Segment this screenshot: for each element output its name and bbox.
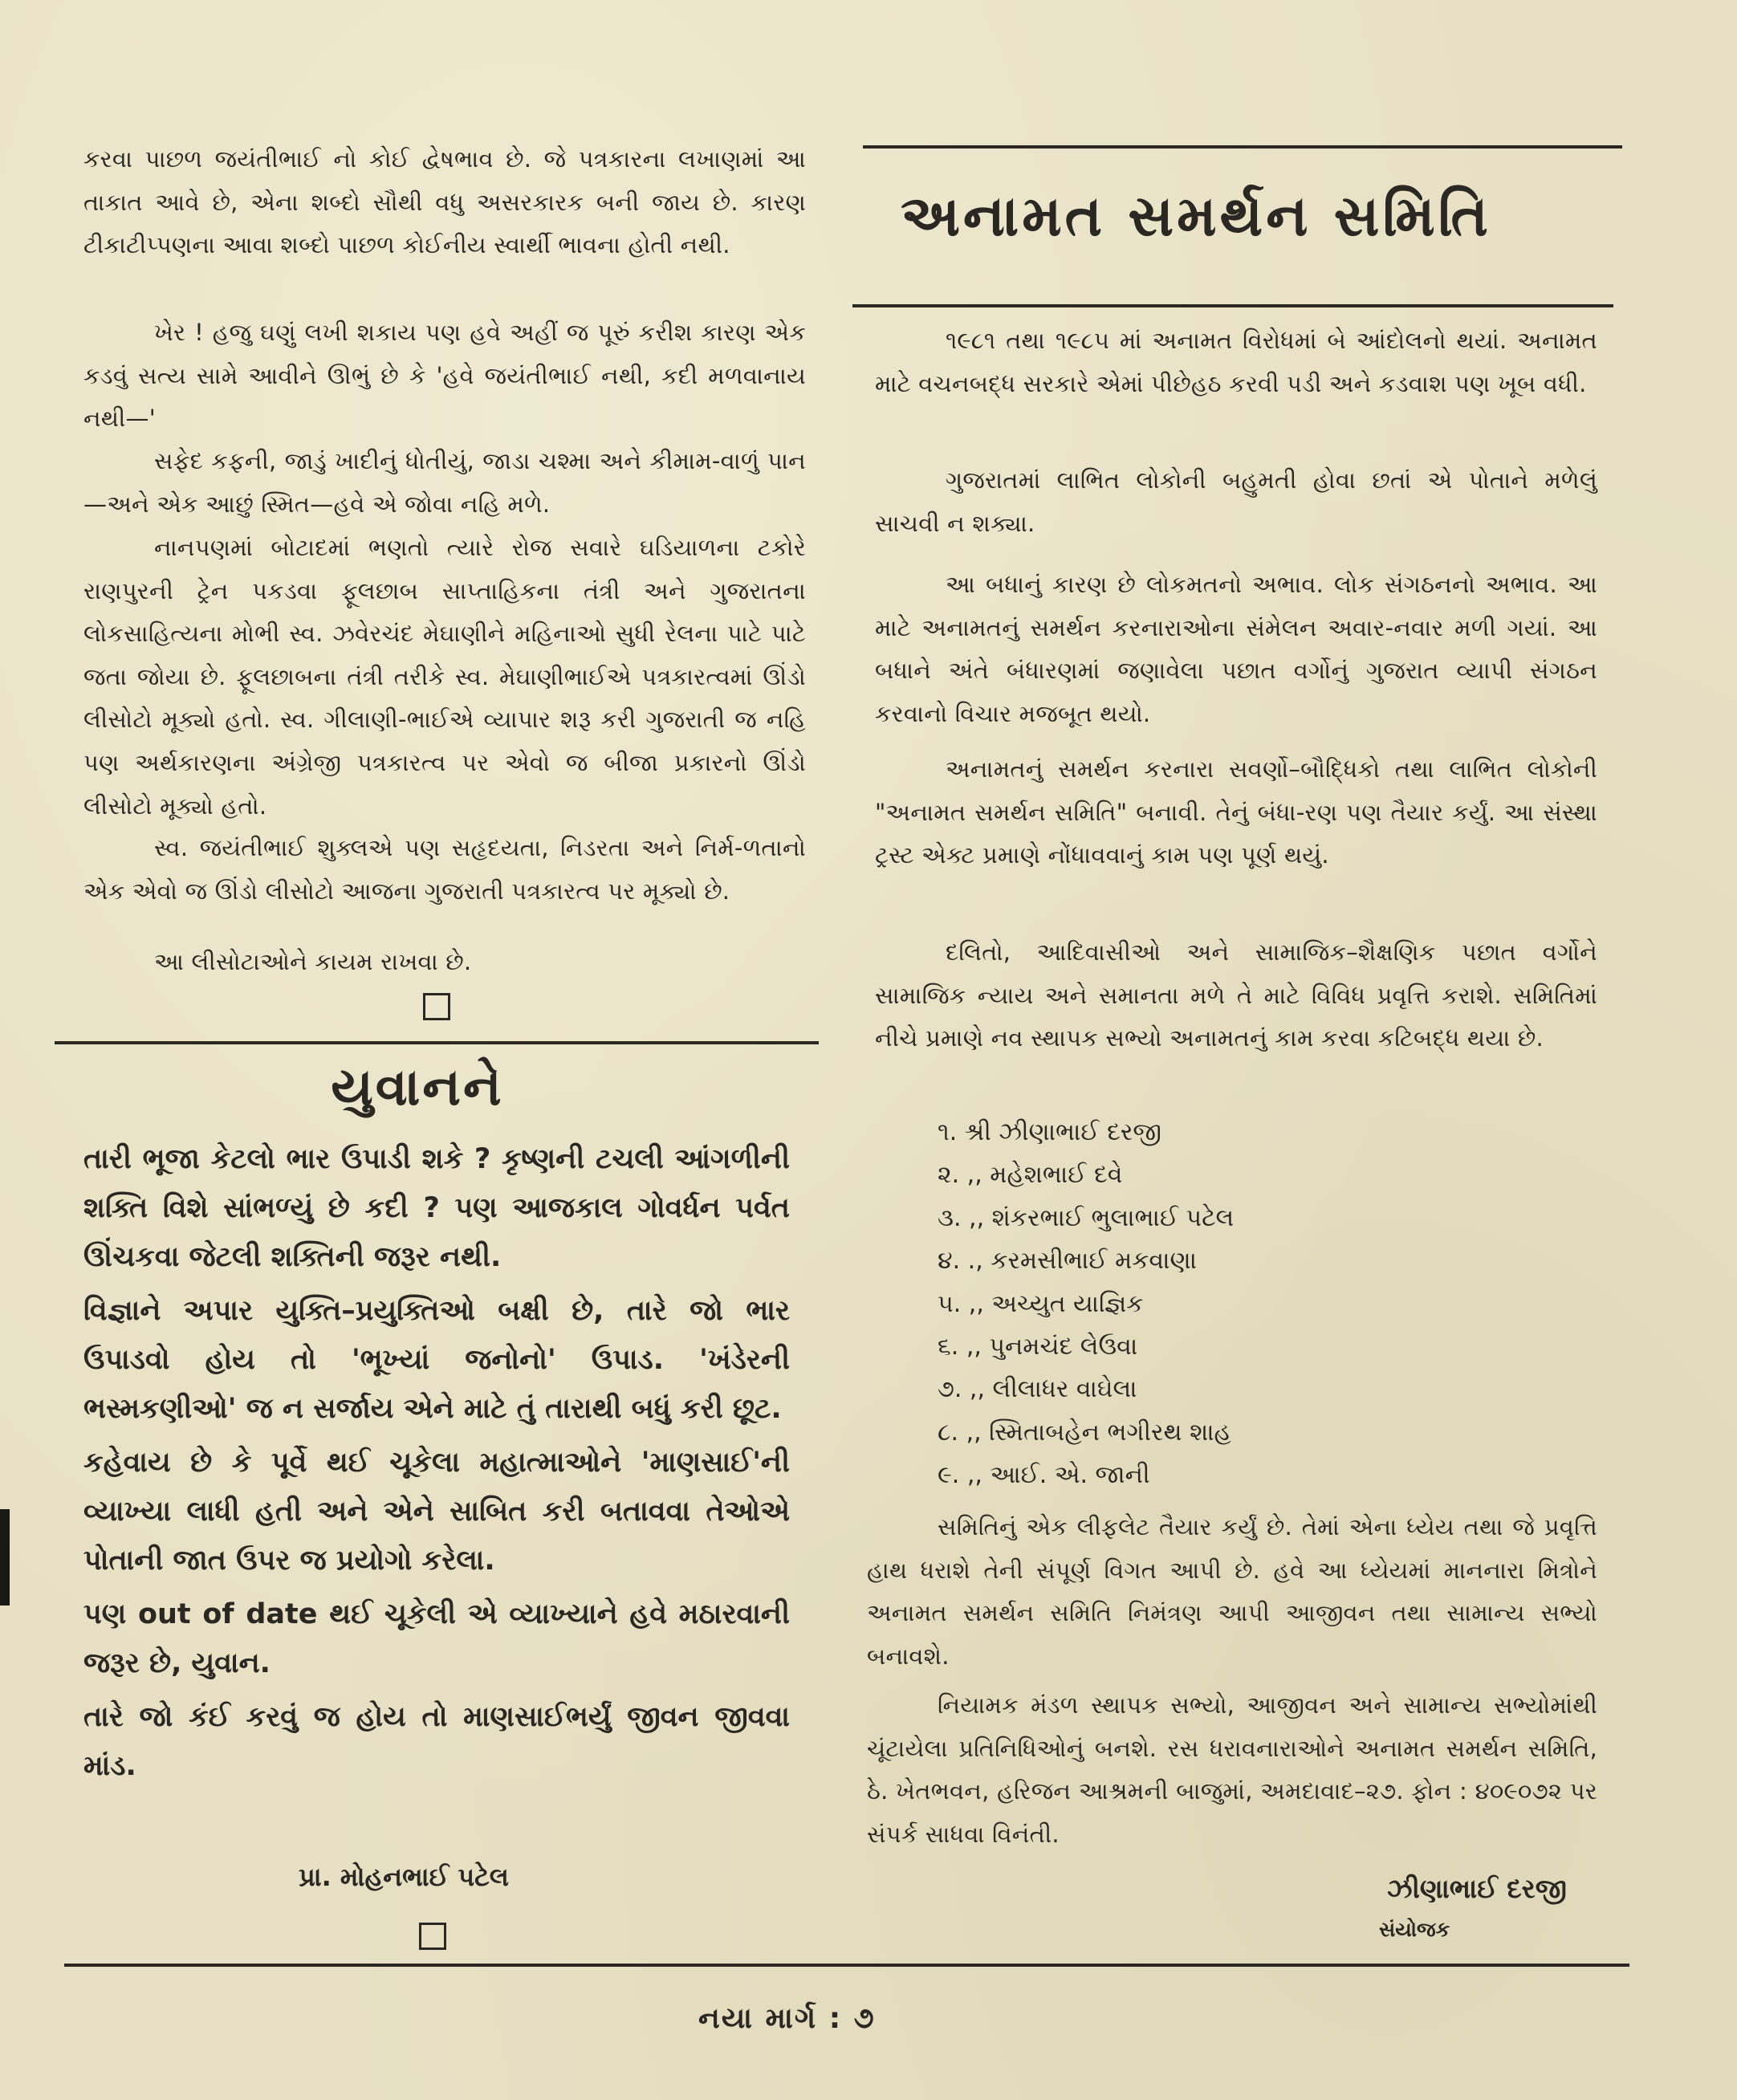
poem-stanza: તારે જો કંઈ કરવું જ હોય તો માણસાઈભર્યું જીવન જીવવા માંડ. [83, 1701, 790, 1782]
signature-role: સંયોજક [1379, 1918, 1450, 1941]
bottom-rule [64, 1964, 1629, 1967]
member-item: ૨. ,, મહેશભાઈ દવે [938, 1161, 1123, 1190]
right-paragraph-3: આ બધાનું કારણ છે લોકમતનો અભાવ. લોક સંગઠનનો અભાવ. આ માટે અનામતનું સમર્થન કરનારાઓના સંમેલન અવાર-નવાર મળી ગયાં. આ બધાને અંતે બંધારણમાં જણાવેલા પછાત વર્ગોનું ગુજરાત વ્યાપી સંગઠન કરવાનો વિચાર મજબૂત થયો. [875, 571, 1597, 727]
article-title: અનામત સમર્થન સમિતિ [901, 183, 1491, 249]
left-paragraph-3: સફેદ કફની, જાડું ખાદીનું ધોતીયું, જાડા ચશ્મા અને કીમામ-વાળું પાન—અને એક આછું સ્મિત—હવે એ જોવા નહિ મળે. [83, 447, 806, 518]
poem-stanza: તારી ભૂજા કેટલો ભાર ઉપાડી શકે ? કૃષ્ણની ટચલી આંગળીની શક્તિ વિશે સાંભળ્યું છે કદી ? પણ આજકાલ ગોવર્ધન પર્વત ઊંચકવા જેટલી શક્તિની જરૂર નથી. [83, 1143, 790, 1273]
right-title-rule [852, 304, 1613, 307]
left-paragraph-1: કરવા પાછળ જયંતીભાઈ નો કોઈ દ્વેષભાવ છે. જે પત્રકારના લખાણમાં આ તાકાત આવે છે, એના શબ્દો સૌથી વધુ અસરકારક બની જાય છે. કારણ ટીકાટીપ્પણના આવા શબ્દો પાછળ કોઈનીય સ્વાર્થી ભાવના હોતી નથી. [83, 145, 806, 259]
founding-members-list [938, 1111, 1234, 1497]
right-paragraph-1: ૧૯૮૧ તથા ૧૯૮૫ માં અનામત વિરોધમાં બે આંદોલનો થયાં. અનામત માટે વચનબદ્ધ સરકારે એમાં પીછેહઠ કરવી પડી અને કડવાશ પણ ખૂબ વધી. [875, 327, 1597, 397]
right-top-rule [863, 145, 1622, 149]
end-mark-box [423, 993, 450, 1020]
member-item: ૬. ,, પુનમચંદ લેઉવા [938, 1333, 1138, 1361]
member-item: ૪. ., કરમસીભાઈ મકવાણા [938, 1247, 1197, 1276]
right-paragraph-2: ગુજરાતમાં લાભિત લોકોની બહુમતી હોવા છતાં એ પોતાને મળેલું સાચવી ન શક્યા. [875, 466, 1597, 537]
member-item: ૮. ,, સ્મિતાબહેન ભગીરથ શાહ [938, 1418, 1231, 1447]
right-paragraph-4: અનામતનું સમર્થન કરનારા સવર્ણો–બૌદ્ધિકો તથા લાભિત લોકોની "અનામત સમર્થન સમિતિ" બનાવી. તેનું બંધા-રણ પણ તૈયાર કર્યું. આ સંસ્થા ટ્રસ્ટ એક્ટ પ્રમાણે નોંધાવવાનું કામ પણ પૂર્ણ થયું. [875, 755, 1597, 869]
member-item: ૩. ,, શંકરભાઈ ભુલાભાઈ પટેલ [938, 1203, 1235, 1232]
right-closing-paragraph-1: સમિતિનું એક લીફલેટ તૈયાર કર્યું છે. તેમાં એના ધ્યેય તથા જે પ્રવૃત્તિ હાથ ધરાશે તેની સંપૂર્ણ વિગત આપી છે. હવે આ ધ્યેયમાં માનનારા મિત્રોને અનામત સમર્થન સમિતિ નિમંત્રણ આપી આજીવન તથા સામાન્ય સભ્યો બનાવશે. [867, 1513, 1597, 1670]
page-footer: નયા માર્ગ : ૭ [698, 2002, 876, 2035]
left-paragraph-6: આ લીસોટાઓને કાયમ રાખવા છે. [154, 948, 472, 975]
poem-author: પ્રા. મોહનભાઈ પટેલ [299, 1862, 509, 1892]
signature-name: ઝીણાભાઈ દરજી [1387, 1873, 1567, 1904]
right-paragraph-5: દલિતો, આદિવાસીઓ અને સામાજિક–શૈક્ષણિક પછાત વર્ગોને સામાજિક ન્યાય અને સમાનતા મળે તે માટે વિવિધ પ્રવૃત્તિ કરાશે. સમિતિમાં નીચે પ્રમાણે નવ સ્થાપક સભ્યો અનામતનું કામ કરવા કટિબદ્ધ થયા છે. [875, 938, 1597, 1052]
end-mark-box [419, 1923, 446, 1950]
member-item: ૭. ,, લીલાધર વાઘેલા [938, 1375, 1137, 1404]
member-item: ૫. ,, અચ્યુત યાજ્ઞિક [938, 1289, 1144, 1318]
left-paragraph-4: નાનપણમાં બોટાદમાં ભણતો ત્યારે રોજ સવારે ઘડિયાળના ટકોરે રાણપુરની ટ્રેન પકડવા ફૂલછાબ સાપ્તાહિકના તંત્રી અને ગુજરાતના લોકસાહિત્યના મોભી સ્વ. ઝવેરચંદ મેઘાણીને મહિનાઓ સુધી રેલના પાટે પાટે જતા જોયા છે. ફૂલછાબના તંત્રી તરીકે સ્વ. મેઘાણીભાઈએ પત્રકારત્વમાં ઊંડો લીસોટો મૂક્યો હતો. સ્વ. ગીલાણી-ભાઈએ વ્યાપાર શરૂ કરી ગુજરાતી જ નહિ પણ અર્થકારણના અંગ્રેજી પત્રકારત્વ પર એવો જ બીજા પ્રકારનો ઊંડો લીસોટો મૂક્યો હતો. [83, 534, 806, 820]
poem-body [83, 1135, 790, 1796]
left-paragraph-5: સ્વ. જયંતીભાઈ શુક્લએ પણ સહૃદયતા, નિડરતા અને નિર્મ-ળતાનો એક એવો જ ઊંડો લીસોટો આજના ગુજરાતી પત્રકારત્વ પર મૂક્યો છે. [83, 834, 806, 905]
scan-edge-mark [0, 1509, 10, 1606]
poem-stanza: વિજ્ઞાને અપાર યુક્તિ–પ્રયુક્તિઓ બક્ષી છે, તારે જો ભાર ઉપાડવો હોય તો 'ભૂખ્યાં જનોનો' ઉપાડ. 'ખંડેરની ભસ્મકણીઓ' જ ન સર્જાય એને માટે તું તારાથી બધું કરી છૂટ. [83, 1295, 790, 1425]
poem-title: યુવાનને [331, 1058, 504, 1117]
poem-stanza: કહેવાય છે કે પૂર્વે થઈ ચૂકેલા મહાત્માઓને 'માણસાઈ'ની વ્યાખ્યા લાધી હતી અને એને સાબિત કરી બતાવવા તેઓએ પોતાની જાત ઉપર જ પ્રયોગો કરેલા. [83, 1447, 790, 1577]
left-section-rule [55, 1041, 819, 1044]
member-item: ૯. ,, આઈ. એ. જાની [938, 1461, 1150, 1490]
right-closing-paragraph-2: નિયામક મંડળ સ્થાપક સભ્યો, આજીવન અને સામાન્ય સભ્યોમાંથી ચૂંટાયેલા પ્રતિનિધિઓનું બનશે. રસ ધરાવનારાઓને અનામત સમર્થન સમિતિ, ઠે. ખેતભવન, હરિજન આશ્રમની બાજુમાં, અમદાવાદ–૨૭. ફોન : ૪૦૯૦૭૨ પર સંપર્ક સાધવા વિનંતી. [867, 1691, 1597, 1848]
left-paragraph-2: ખેર ! હજુ ઘણું લખી શકાય પણ હવે અહીં જ પૂરું કરીશ કારણ એક કડવું સત્ય સામે આવીને ઊભું છે કે 'હવે જયંતીભાઈ નથી, કદી મળવાનાય નથી—' [83, 319, 806, 433]
member-item: ૧. શ્રી ઝીણાભાઈ દરજી [938, 1118, 1161, 1146]
poem-stanza: પણ out of date થઈ ચૂકેલી એ વ્યાખ્યાને હવે મઠારવાની જરૂર છે, યુવાન. [83, 1598, 790, 1679]
